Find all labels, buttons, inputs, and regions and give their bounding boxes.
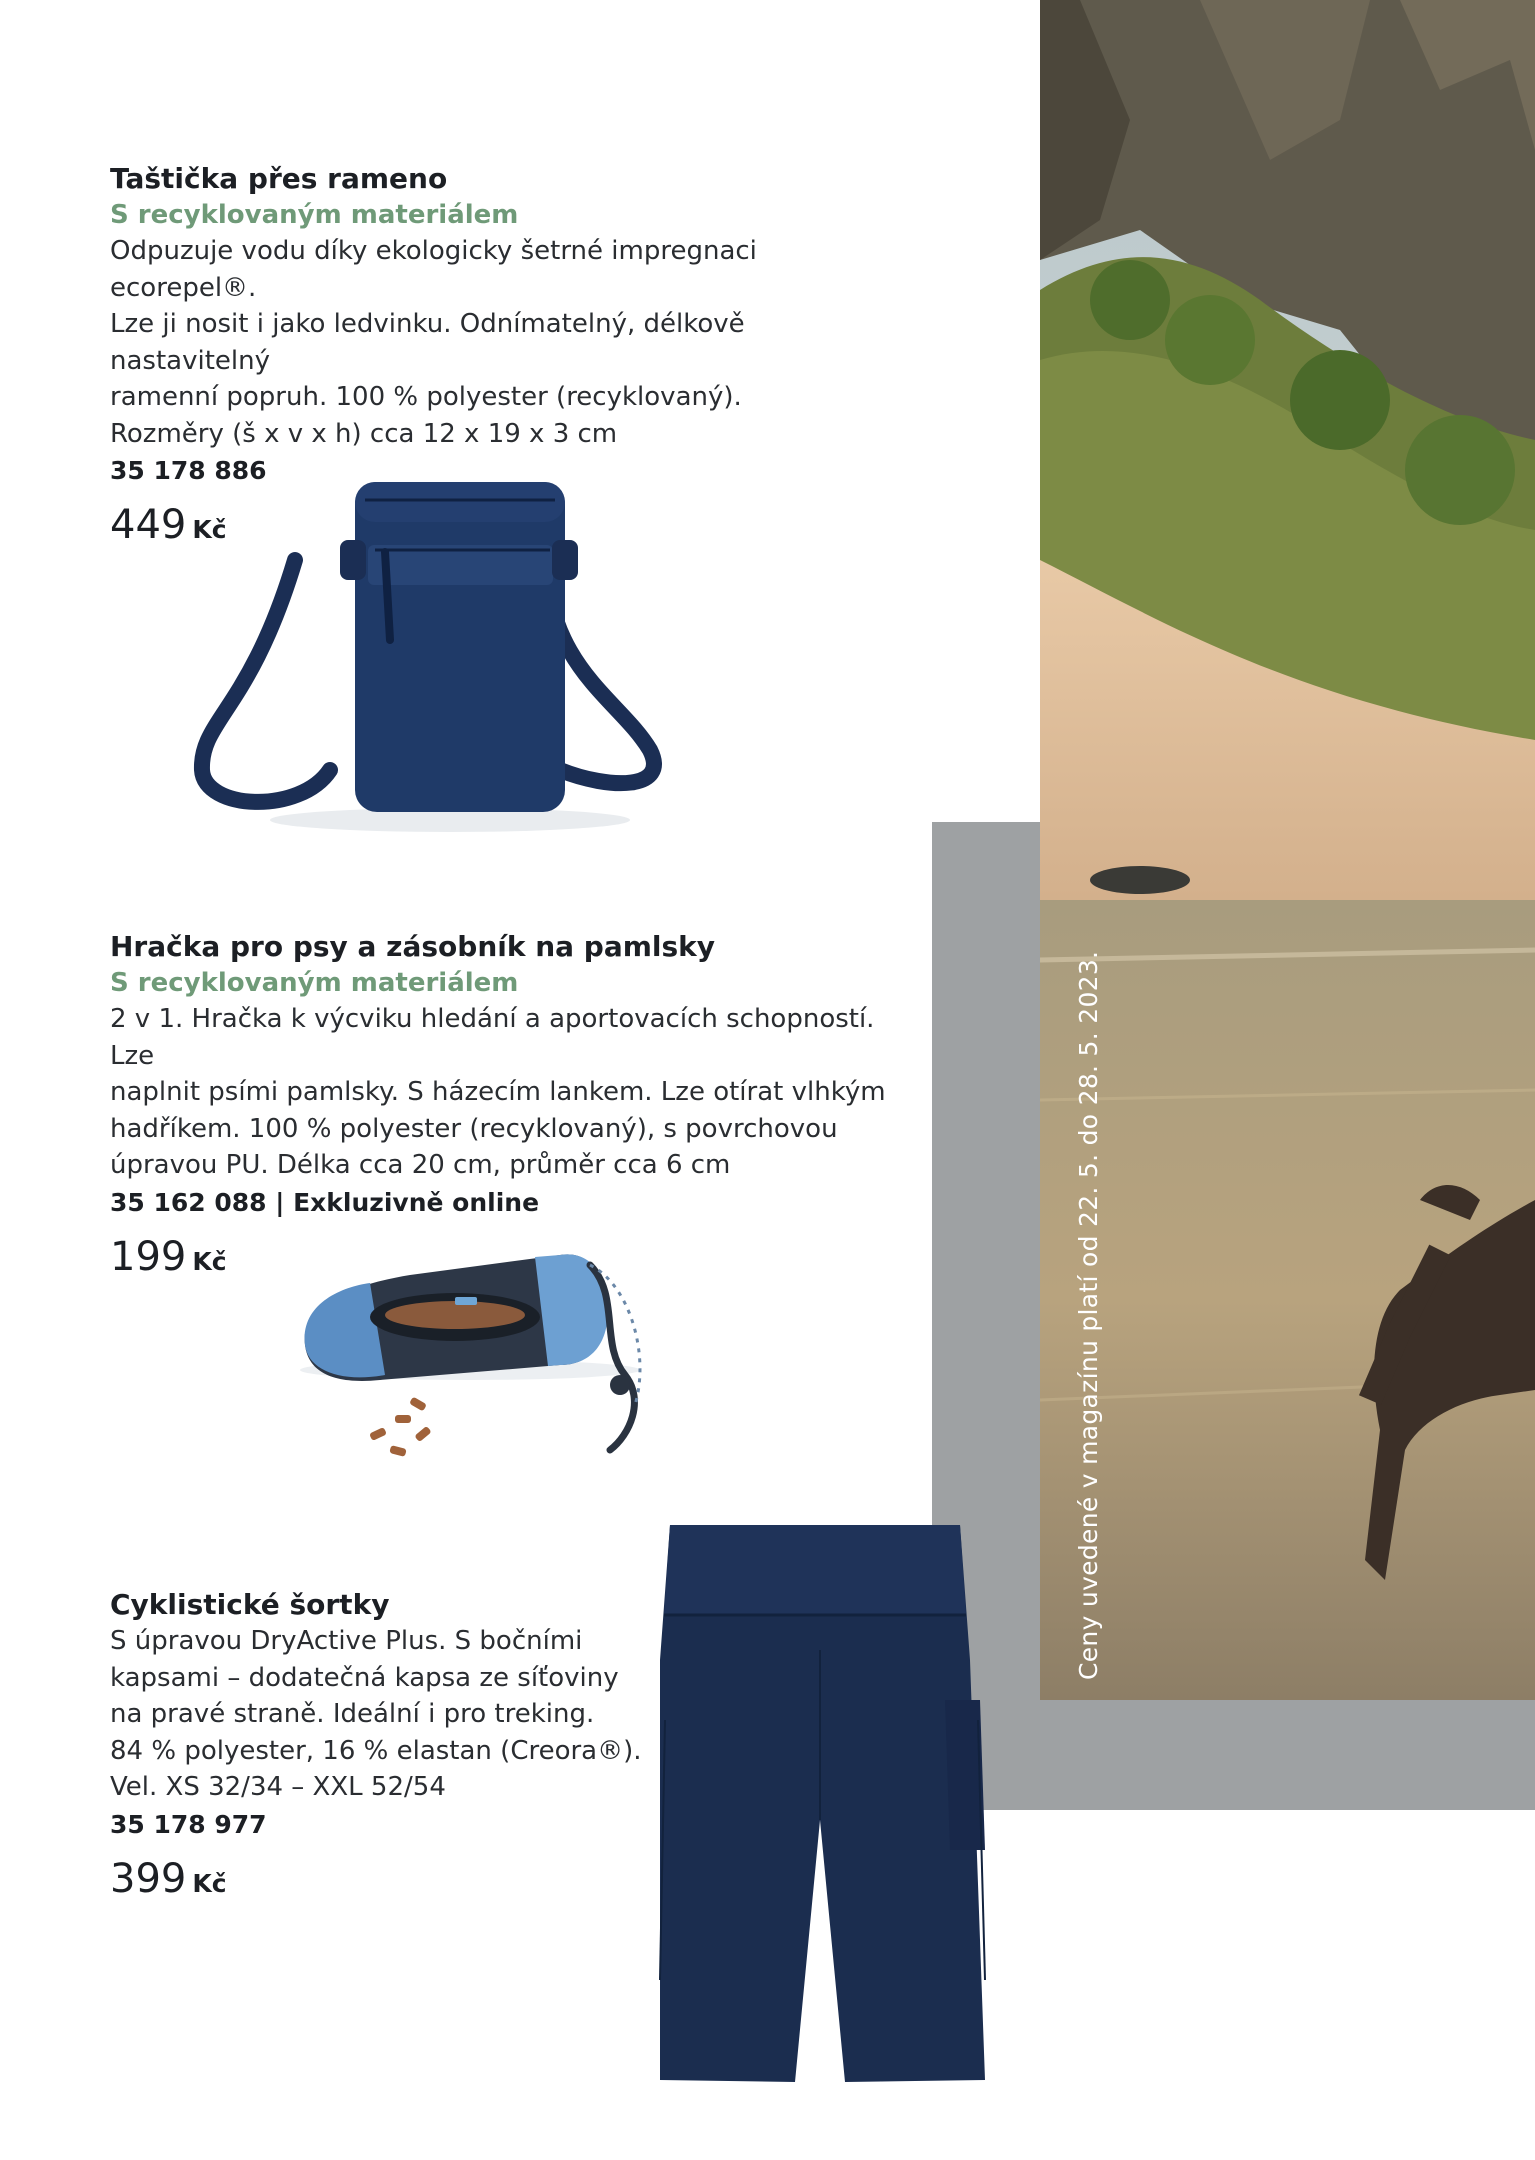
beach-dog-photo [1040, 0, 1535, 1700]
description-line: S úpravou DryActive Plus. S bočními [110, 1626, 583, 1656]
product-title: Hračka pro psy a zásobník na pamlsky [110, 930, 716, 963]
description-line: 84 % polyester, 16 % elastan (Creora®). [110, 1735, 642, 1766]
product-price [110, 1857, 670, 1906]
product-sku: 35 162 088 | Exkluzivně online [110, 1187, 540, 1217]
product-title: Cyklistické šortky [110, 1588, 390, 1621]
price-value: 449 [110, 502, 187, 548]
description-line: ramenní popruh. 100 % polyester (recyklovaný). [110, 382, 742, 412]
description-line: kapsami – dodatečná kapsa ze síťoviny [110, 1662, 619, 1693]
product-subtitle: S recyklovaným materiálem [110, 200, 519, 230]
product-dog-toy [110, 928, 890, 1284]
description-line: hadříkem. 100 % polyester (recyklovaný), s povrchovou [110, 1113, 838, 1144]
description-line: na pravé straně. Ideální i pro treking. [110, 1699, 595, 1729]
description-line: 2 v 1. Hračka k výcviku hledání a aportovacích schopností. Lze [110, 1004, 875, 1071]
price-currency: Kč [192, 515, 227, 544]
product-description [110, 1623, 670, 1806]
price-currency: Kč [192, 1868, 227, 1898]
dog-toy-image [290, 1235, 710, 1465]
description-line: Rozměry (š x v x h) cca 12 x 19 x 3 cm [110, 418, 618, 449]
description-line: naplnit psími pamlsky. S házecím lankem. Lze otírat vlhkým [110, 1077, 886, 1107]
description-line: úpravou PU. Délka cca 20 cm, průměr cca 6 cm [110, 1150, 731, 1180]
price-validity-note: Ceny uvedené v magazínu platí od 22. 5. do 28. 5. 2023. [1074, 950, 1103, 1680]
price-currency: Kč [192, 1246, 227, 1276]
product-description [110, 233, 890, 452]
product-title: Taštička přes rameno [110, 162, 448, 195]
product-sku: 35 178 886 [110, 456, 267, 485]
description-line: Lze ji nosit i jako ledvinku. Odnímatelný, délkově nastavitelný [110, 309, 745, 376]
product-subtitle: S recyklovaným materiálem [110, 968, 519, 998]
description-line: Vel. XS 32/34 – XXL 52/54 [110, 1772, 446, 1802]
shoulder-bag-image [190, 470, 670, 840]
product-sku: 35 178 977 [110, 1809, 267, 1839]
description-line: Odpuzuje vodu díky ekologicky šetrné impregnaci ecorepel®. [110, 236, 757, 303]
product-cycling-shorts [110, 1586, 670, 1906]
price-value: 199 [110, 1233, 187, 1280]
price-value: 399 [110, 1855, 187, 1902]
cycling-shorts-image [640, 1520, 1000, 2090]
product-description [110, 1001, 890, 1184]
